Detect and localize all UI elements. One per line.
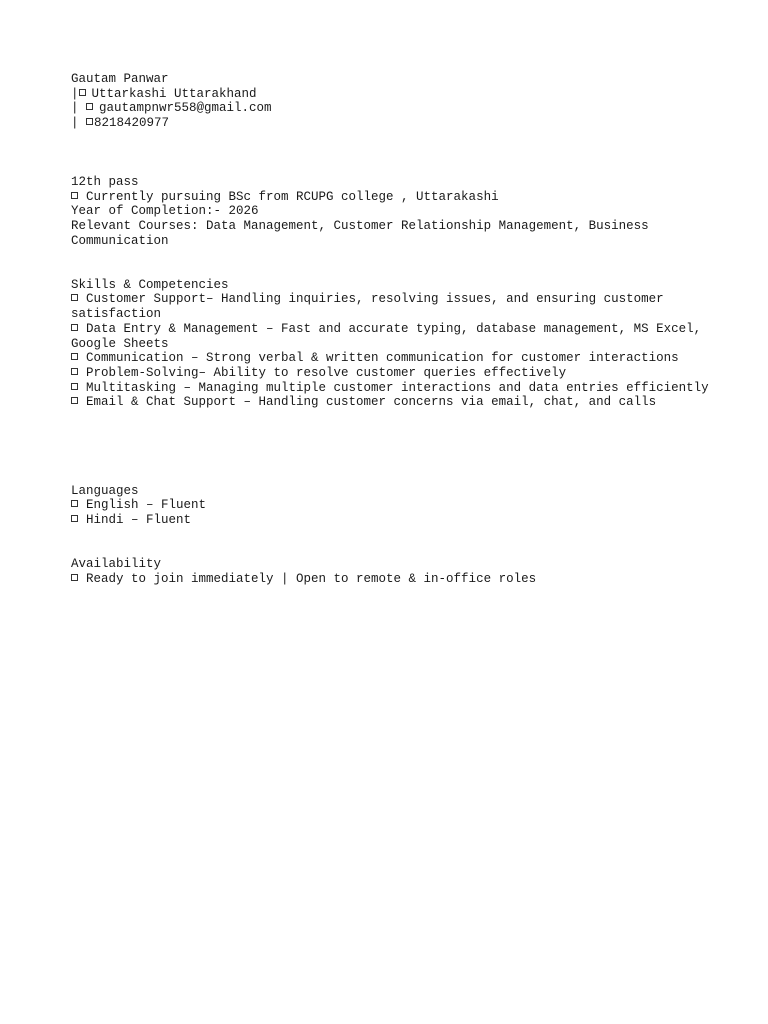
languages-heading: Languages [71, 483, 139, 498]
bullet-icon [71, 294, 78, 301]
education-level: 12th pass [71, 174, 139, 189]
skills-section [71, 278, 711, 410]
bullet-icon [71, 574, 78, 581]
skill-item: Email & Chat Support – Handling customer concerns via email, chat, and calls [71, 395, 711, 410]
skill-item: Communication – Strong verbal & written communication for customer interactions [71, 351, 711, 366]
languages-section [71, 484, 711, 528]
availability-heading: Availability [71, 557, 162, 572]
language-item: English – Fluent [71, 498, 711, 513]
email-text: gautampnwr558@gmail.com [99, 101, 272, 116]
phone-line [71, 116, 711, 131]
location-line [71, 87, 711, 102]
bullet-icon [71, 500, 78, 507]
education-section [71, 175, 711, 249]
bullet-icon [71, 383, 78, 390]
contact-section [71, 72, 711, 131]
bullet-icon [71, 353, 78, 360]
bullet-icon [71, 397, 78, 404]
candidate-name: Gautam Panwar [71, 72, 169, 86]
education-completion: Year of Completion:- 2026 [71, 204, 259, 219]
separator: | [71, 101, 79, 116]
education-courses: Relevant Courses: Data Management, Customer Relationship Management, Business Communication [71, 218, 657, 248]
resume-document [71, 72, 711, 586]
phone-text: 8218420977 [94, 116, 170, 131]
skills-heading: Skills & Competencies [71, 277, 229, 292]
bullet-icon [71, 192, 78, 199]
education-current: Currently pursuing BSc from RCUPG college , Uttarakashi [71, 190, 711, 205]
skill-item: Multitasking – Managing multiple customer interactions and data entries efficiently [71, 381, 711, 396]
bullet-icon [71, 324, 78, 331]
skill-item: Data Entry & Management – Fast and accurate typing, database management, MS Excel, Google Sheets [71, 321, 709, 351]
bullet-icon [71, 515, 78, 522]
location-text: Uttarkashi Uttarakhand [91, 86, 257, 101]
skill-item: Customer Support– Handling inquiries, resolving issues, and ensuring customer satisfaction [71, 292, 672, 322]
separator: | [71, 116, 79, 131]
language-item: Hindi – Fluent [71, 513, 711, 528]
location-icon [79, 89, 86, 96]
skill-item: Problem-Solving– Ability to resolve customer queries effectively [71, 366, 711, 381]
bullet-icon [71, 368, 78, 375]
email-icon [86, 103, 93, 110]
phone-icon [86, 118, 93, 125]
availability-item: Ready to join immediately | Open to remote & in-office roles [71, 572, 711, 587]
availability-section [71, 557, 711, 586]
email-line [71, 101, 711, 116]
separator: | [71, 86, 79, 101]
